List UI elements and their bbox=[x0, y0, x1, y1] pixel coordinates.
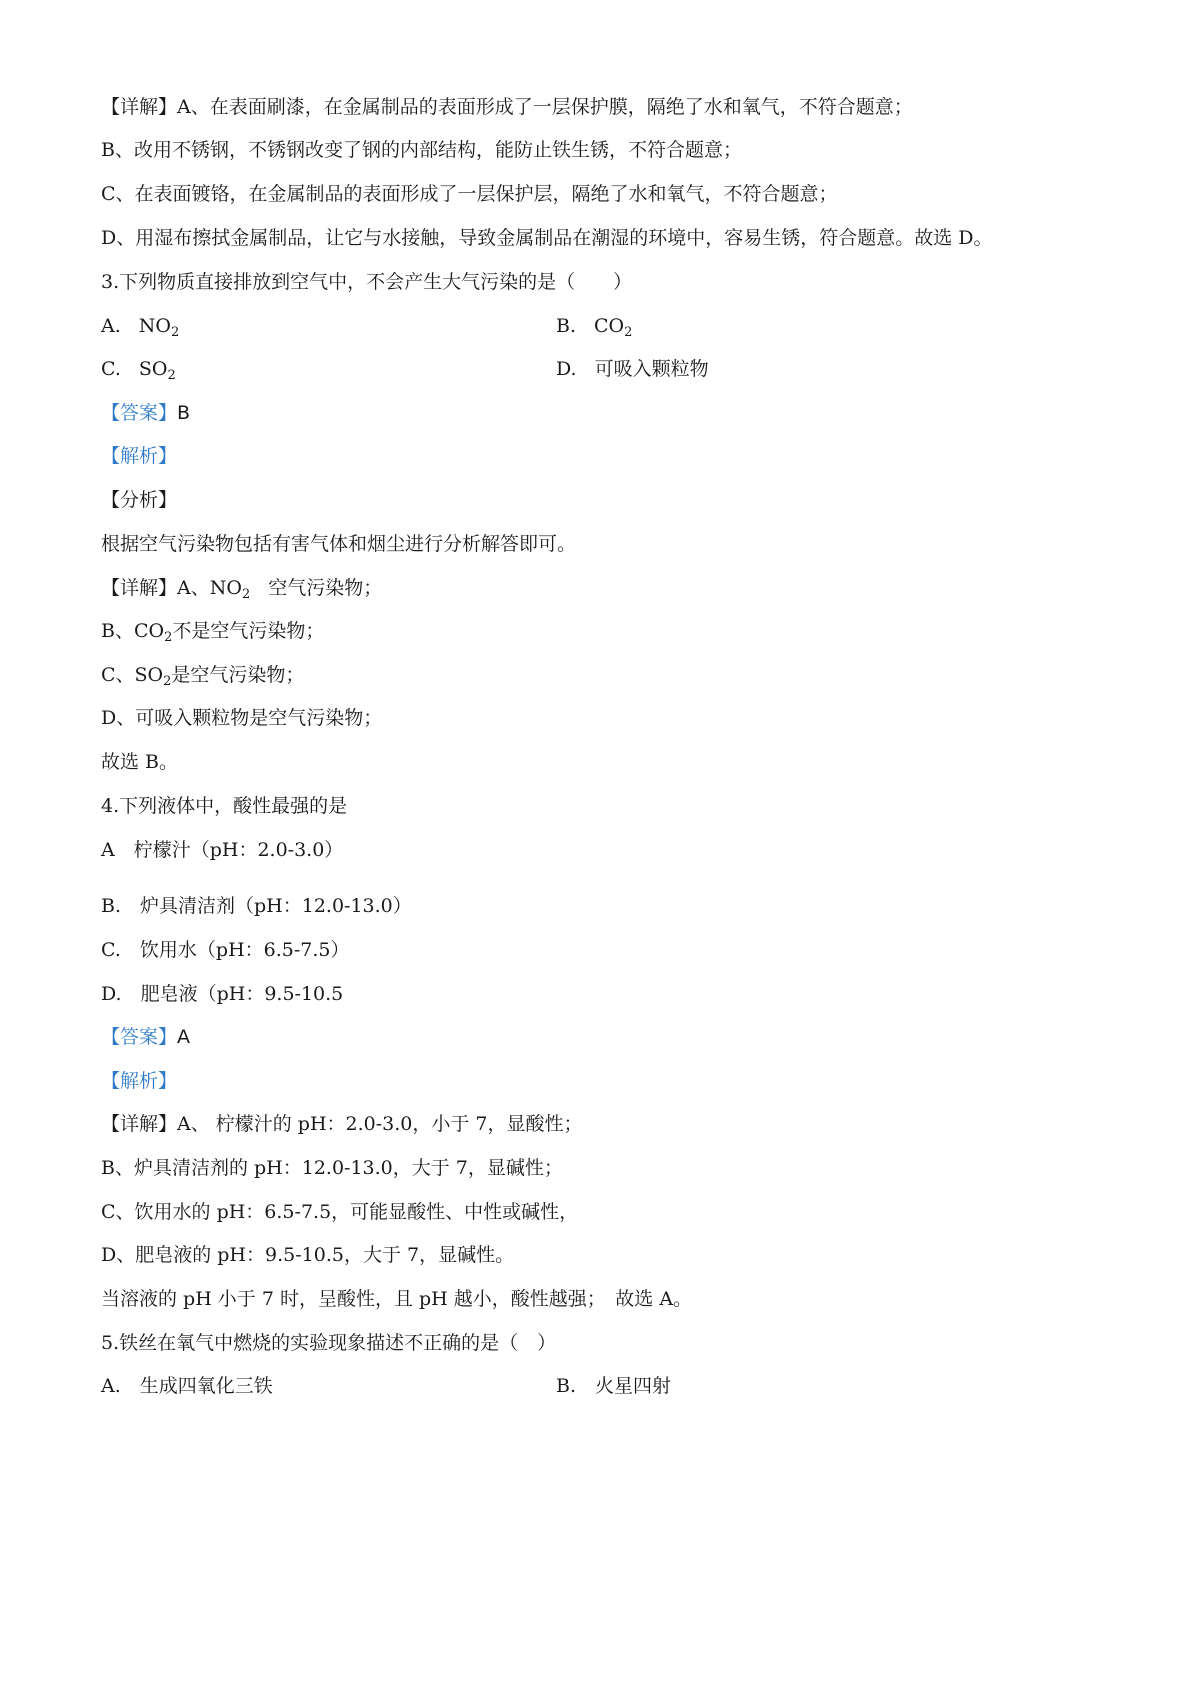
option-label: A. bbox=[101, 315, 121, 337]
q4-analysis-tag: 【解析】 bbox=[101, 1070, 178, 1092]
detail-suffix: 是空气污染物； bbox=[171, 664, 305, 686]
q3-fenxi-tag: 【分析】 bbox=[101, 489, 178, 511]
detail-prefix: B、CO bbox=[101, 620, 165, 642]
q4-detail-a: 【详解】A、 柠檬汁的 pH：2.0-3.0，小于 7，显酸性； bbox=[101, 1113, 583, 1135]
q4-detail-d: D、肥皂液的 pH：9.5-10.5，大于 7，显碱性。 bbox=[101, 1244, 515, 1266]
option-label: C. bbox=[101, 358, 121, 380]
subscript: 2 bbox=[241, 587, 251, 602]
q3-detail-a bbox=[101, 576, 382, 600]
option-label: B. bbox=[556, 315, 577, 337]
detail-suffix: 空气污染物； bbox=[268, 577, 383, 599]
q4-detail-b: B、炉具清洁剂的 pH：12.0-13.0，大于 7，显碱性； bbox=[101, 1157, 563, 1179]
q3-detail-b bbox=[101, 619, 324, 643]
detail-prefix: 【详解】A、NO bbox=[101, 577, 242, 599]
q4-answer bbox=[101, 1025, 190, 1049]
q4-option-c: C. 饮用水（pH：6.5-7.5） bbox=[101, 939, 350, 961]
option-label: D. bbox=[556, 358, 577, 380]
q3-option-c bbox=[101, 357, 176, 381]
answer-tag: 【答案】 bbox=[101, 402, 178, 424]
option-text: SO bbox=[138, 358, 168, 380]
q2-detail-a: 【详解】A、在表面刷漆，在金属制品的表面形成了一层保护膜，隔绝了水和氧气，不符合题意； bbox=[101, 96, 913, 118]
q4-option-a: A 柠檬汁（pH：2.0-3.0） bbox=[101, 839, 344, 861]
q3-conclusion: 故选 B。 bbox=[101, 751, 179, 773]
q3-stem: 3.下列物质直接排放到空气中，不会产生大气污染的是（ ） bbox=[101, 271, 633, 293]
subscript: 2 bbox=[167, 368, 176, 383]
detail-prefix: C、SO bbox=[101, 664, 164, 686]
answer-value: A bbox=[177, 1026, 191, 1048]
subscript: 2 bbox=[624, 325, 633, 340]
q3-detail-d: D、可吸入颗粒物是空气污染物； bbox=[101, 707, 383, 729]
q3-option-d bbox=[556, 357, 709, 381]
q2-detail-d: D、用湿布擦拭金属制品，让它与水接触，导致金属制品在潮湿的环境中，容易生锈，符合题意。故选 D。 bbox=[101, 227, 993, 249]
q5-option-b: B. 火星四射 bbox=[556, 1375, 672, 1397]
answer-tag: 【答案】 bbox=[101, 1026, 178, 1048]
q3-detail-c bbox=[101, 663, 304, 687]
option-text: NO bbox=[138, 315, 171, 337]
q4-option-b: B. 炉具清洁剂（pH：12.0-13.0） bbox=[101, 895, 412, 917]
subscript: 2 bbox=[170, 325, 180, 340]
q2-detail-c: C、在表面镀铬，在金属制品的表面形成了一层保护层，隔绝了水和氧气，不符合题意； bbox=[101, 183, 838, 205]
q3-analysis-tag: 【解析】 bbox=[101, 445, 178, 467]
q3-option-a bbox=[101, 314, 179, 338]
q5-option-a: A. 生成四氧化三铁 bbox=[101, 1375, 273, 1397]
q3-fenxi-text: 根据空气污染物包括有害气体和烟尘进行分析解答即可。 bbox=[101, 533, 577, 555]
q3-answer bbox=[101, 401, 190, 425]
q4-detail-c: C、饮用水的 pH：6.5-7.5，可能显酸性、中性或碱性， bbox=[101, 1201, 579, 1223]
q4-stem: 4.下列液体中，酸性最强的是 bbox=[101, 795, 348, 817]
option-text: CO bbox=[594, 315, 625, 337]
subscript: 2 bbox=[164, 630, 173, 645]
q3-option-b bbox=[556, 314, 632, 338]
q4-option-d: D. 肥皂液（pH：9.5-10.5 bbox=[101, 983, 344, 1005]
q5-stem: 5.铁丝在氧气中燃烧的实验现象描述不正确的是（ ） bbox=[101, 1332, 557, 1354]
detail-suffix: 不是空气污染物； bbox=[172, 620, 325, 642]
q4-conclusion: 当溶液的 pH 小于 7 时，呈酸性，且 pH 越小，酸性越强； 故选 A。 bbox=[101, 1288, 693, 1310]
subscript: 2 bbox=[163, 674, 172, 689]
option-text: 可吸入颗粒物 bbox=[594, 358, 709, 380]
answer-value: B bbox=[177, 402, 191, 424]
q2-detail-b: B、改用不锈钢，不锈钢改变了钢的内部结构，能防止铁生锈，不符合题意； bbox=[101, 139, 742, 161]
